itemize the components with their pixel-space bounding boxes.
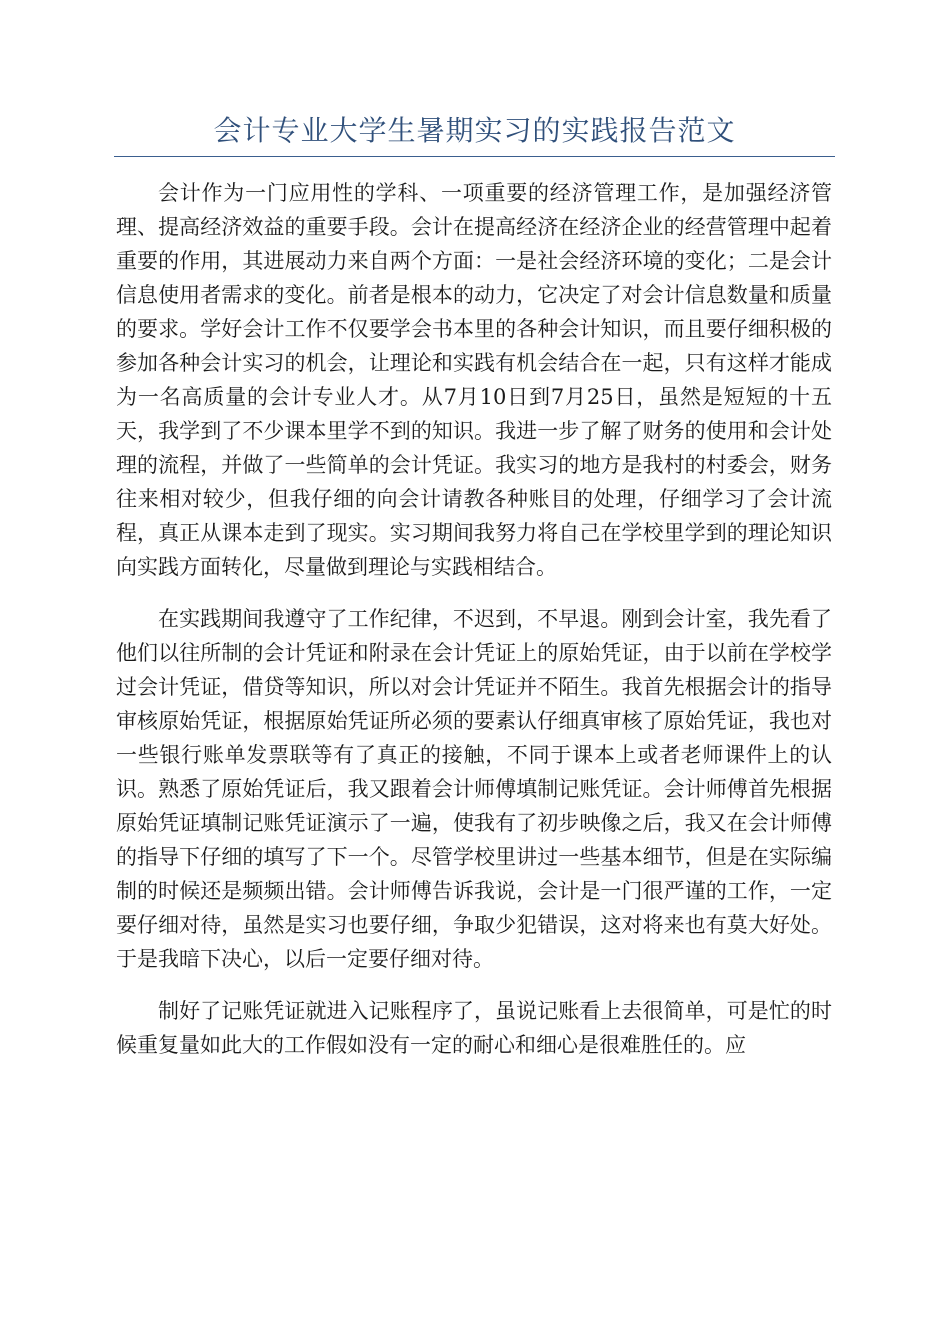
paragraph-1: 会计作为一门应用性的学科、一项重要的经济管理工作，是加强经济管理、提高经济效益的重要手段。会计在提高经济在经济企业的经营管理中起着重要的作用，其进展动力来自两个方面：一是社会经济环境的变化；二是会计信息使用者需求的变化。前者是根本的动力，它决定了对会计信息数量和质量的要求。学好会计工作不仅要学会书本里的各种会计知识，而且要仔细积极的参加各种会计实习的机会，让理论和实践有机会结合在一起，只有这样才能成为一名高质量的会计专业人才。从7月10日到7月25日，虽然是短短的十五天，我学到了不少课本里学不到的知识。我进一步了解了财务的使用和会计处理的流程，并做了一些简单的会计凭证。我实习的地方是我村的村委会，财务往来相对较少，但我仔细的向会计请教各种账目的处理，仔细学习了会计流程，真正从课本走到了现实。实习期间我努力将自己在学校里学到的理论知识向实践方面转化，尽量做到理论与实践相结合。 [116, 181, 832, 579]
paragraph-2: 在实践期间我遵守了工作纪律，不迟到，不早退。刚到会计室，我先看了他们以往所制的会计凭证和附录在会计凭证上的原始凭证，由于以前在学校学过会计凭证，借贷等知识，所以对会计凭证并不陌生。我首先根据会计的指导审核原始凭证，根据原始凭证所必须的要素认仔细真审核了原始凭证，我也对一些银行账单发票联等有了真正的接触，不同于课本上或者老师课件上的认识。熟悉了原始凭证后，我又跟着会计师傅填制记账凭证。会计师傅首先根据原始凭证填制记账凭证演示了一遍，使我有了初步映像之后，我又在会计师傅的指导下仔细的填写了下一个。尽管学校里讲过一些基本细节，但是在实际编制的时候还是频频出错。会计师傅告诉我说，会计是一门很严谨的工作，一定要仔细对待，虽然是实习也要仔细，争取少犯错误，这对将来也有莫大好处。于是我暗下决心，以后一定要仔细对待。 [116, 607, 832, 971]
page-title: 会计专业大学生暑期实习的实践报告范文 [213, 114, 736, 147]
paragraph-3: 制好了记账凭证就进入记账程序了，虽说记账看上去很简单，可是忙的时候重复量如此大的工作假如没有一定的耐心和细心是很难胜任的。应 [116, 999, 832, 1057]
document-body [116, 176, 832, 1080]
title-block [114, 108, 835, 157]
